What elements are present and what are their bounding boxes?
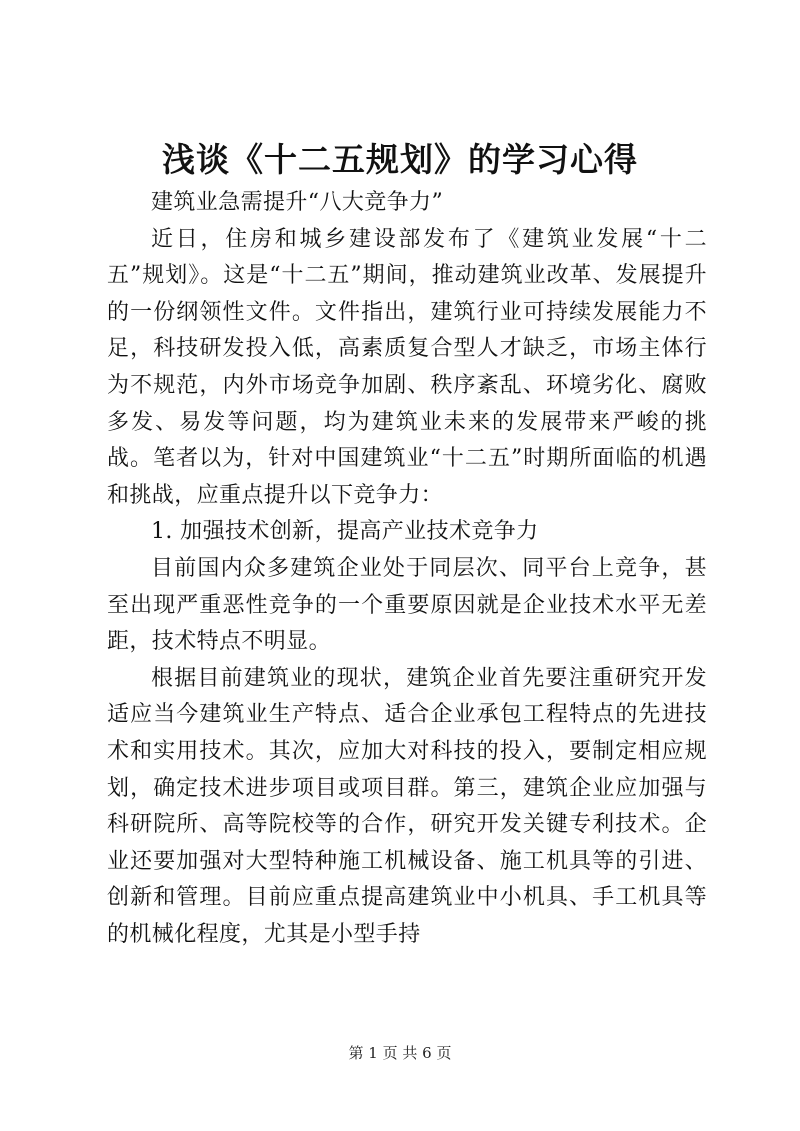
document-body bbox=[107, 185, 707, 953]
paragraph-intro: 近日，住房和城乡建设部发布了《建筑业发展“十二五”规划》。这是“十二五”期间，推动建筑业改革、发展提升的一份纲领性文件。文件指出，建筑行业可持续发展能力不足，科技研发投入低，高素质复合型人才缺乏，市场主体行为不规范，内外市场竞争加剧、秩序紊乱、环境劣化、腐败多发、易发等问题，均为建筑业未来的发展带来严峻的挑战。笔者以为，针对中国建筑业“十二五”时期所面临的机遇和挑战，应重点提升以下竞争力： bbox=[107, 226, 707, 508]
paragraph-body: 根据目前建筑业的现状，建筑企业首先要注重研究开发适应当今建筑业生产特点、适合企业承包工程特点的先进技术和实用技术。其次，应加大对科技的投入，要制定相应规划，确定技术进步项目或项目群。第三，建筑企业应加强与科研院所、高等院校等的合作，研究开发关键专利技术。企业还要加强对大型特种施工机械设备、施工机具等的引进、创新和管理。目前应重点提高建筑业中小机具、手工机具等的机械化程度，尤其是小型手持 bbox=[107, 665, 707, 947]
document-title: 浅谈《十二五规划》的学习心得 bbox=[162, 140, 638, 179]
paragraph-section-heading: 1. 加强技术创新，提高产业技术竞争力 bbox=[151, 519, 539, 545]
paragraph-body: 目前国内众多建筑企业处于同层次、同平台上竞争，甚至出现严重恶性竞争的一个重要原因就是企业技术水平无差距，技术特点不明显。 bbox=[107, 555, 707, 655]
paragraph-subtitle: 建筑业急需提升“八大竞争力” bbox=[151, 190, 444, 215]
page-footer: 第 1 页 共 6 页 bbox=[348, 1044, 452, 1062]
